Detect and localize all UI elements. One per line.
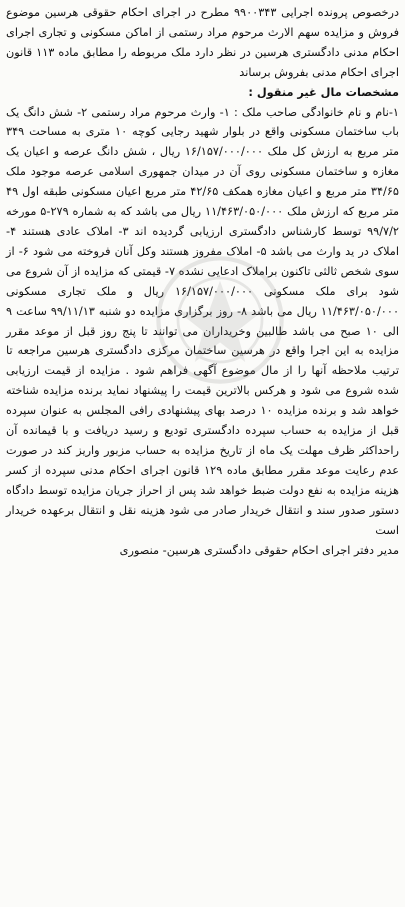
notice-intro: درخصوص پرونده اجرایی ۹۹۰۰۳۴۳ مطرح در اجرای احکام حقوقی هرسین موضوع فروش و مزایده سهم الارث مرحوم مراد رستمی از اماکن مسکونی و تجاری اجرای احکام مدنی دادگستری هرسین در نظر دارد ملک مربوطه را مطابق ماده ۱۱۳ قانون اجرای احکام مدنی بفروش برساند [6,6,399,79]
signature-line: مدیر دفتر اجرای احکام حقوقی دادگستری هرسین- منصوری [119,544,399,558]
auction-notice [6,3,399,540]
section-heading: مشخصات مال غیر منقول : [248,85,399,99]
notice-body: ۱-نام و نام خانوادگی صاحب ملک : ۱- وارث مرحوم مراد رستمی ۲- شش دانگ یک باب ساختمان مسکونی واقع در بلوار شهید رجایی کوچه ۱۰ متری به مساحت ۳۴۹ متر مربع به ارزش کل ملک ۱۶/۱۵۷/۰۰۰/۰۰۰ ریال ، شش دانگ عرصه و اعیان یک مغازه و ساختمان مسکونی روی آن در میدان جمهوری اسلامی عرصه موجود ملک ۳۴/۶۵ متر مربع و اعیان مغازه همکف ۴۲/۶۵ متر مربع اعیان مسکونی طبقه اول ۴۹ متر مربع که ارزش ملک ۱۱/۴۶۳/۰۵۰/۰۰۰ ریال می باشد که به شماره ۲۷۹-۵ مورخه ۹۹/۷/۲ توسط کارشناس دادگستری ارزیابی گردیده اند ۳- املاک عادی هستند ۴- املاک در ید وارث می باشد ۵- املاک مفروز هستند وکل آنان فروخته می شود ۶- از سوی شخص ثالثی تاکنون براملاک ادعایی نشده ۷- قیمتی که مزایده از آن شروع می شود برای ملک مسکونی ۱۶/۱۵۷/۰۰۰/۰۰۰ ریال و ملک تجاری مسکونی ۱۱/۴۶۳/۰۵۰/۰۰۰ ریال می باشد ۸- روز برگزاری مزایده دو شنبه ۹۹/۱۱/۱۳ ساعت ۹ الی ۱۰ صبح می باشد طالبین وخریداران می توانند تا پنج روز قبل از موعد مقرر مزایده به این اجرا واقع در هرسین ساختمان مرکزی دادگستری هرسین مراجعه تا ترتیب ملاحظه آنها را از مال موضوع آگهی فراهم شود . مزایده از قیمت ارزیابی شده شروع می شود و هرکس بالاترین قیمت را پیشنهاد نماید برنده مزایده شناخته خواهد شد و برنده مزایده ۱۰ درصد بهای پیشنهادی رافی المجلس به عنوان سپرده قبل از مزایده به حساب سپرده دادگستری تودیع و رسید دریافت و با قیمانده آن راحداکثر ظرف مهلت یک ماه از تاریخ مزایده به حساب مزبور واریز کند در صورت عدم رعایت موعد مقرر مطابق ماده ۱۲۹ قانون اجرای احکام مدنی سپرده از کسر هزینه مزایده به نفع دولت ضبط خواهد شد پس از احراز جریان مزایده توسط دادگاه دستور صدور سند و انتقال خریدار صادر می شود هزینه نقل و انتقال برعهده خریدار است [6,105,400,537]
